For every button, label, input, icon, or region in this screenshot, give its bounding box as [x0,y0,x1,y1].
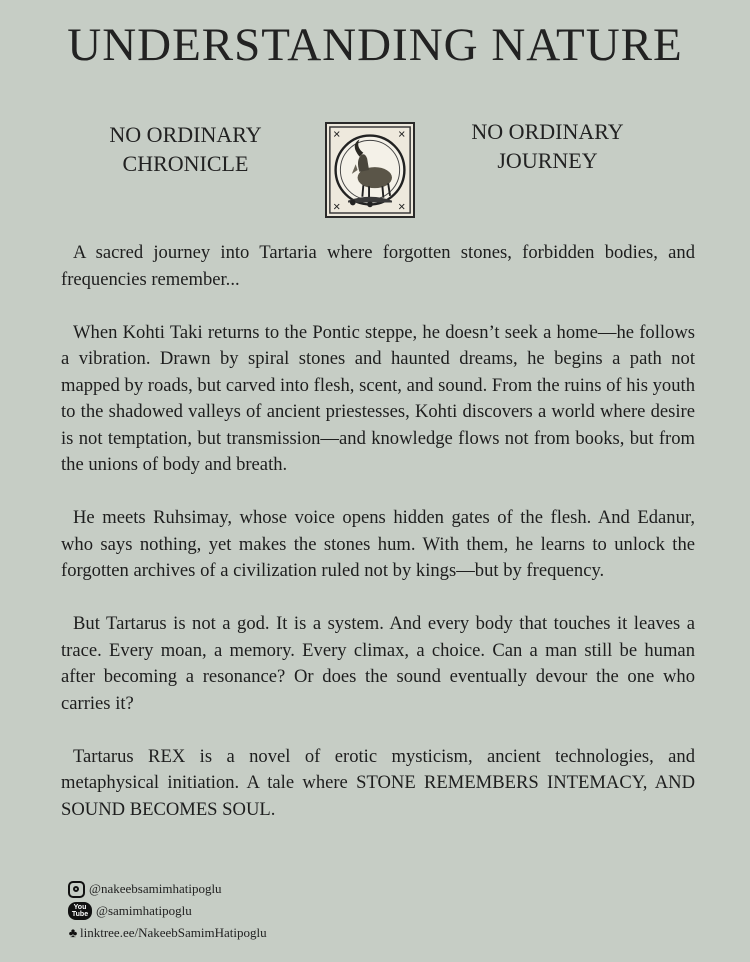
instagram-link[interactable] [68,878,267,900]
synopsis-body [61,240,695,850]
paragraph-tartarus: But Tartarus is not a god. It is a system. And every body that touches it leaves a trace. Every moan, a memory. Every climax, a choice. Can a man still be human after becoming a resonance? Or does the sound eventually devour the one who carries it? [61,613,695,714]
subtitle-right-line2: JOURNEY [497,148,598,173]
svg-text:✕: ✕ [397,129,406,141]
svg-text:✕: ✕ [332,202,341,214]
paragraph-novel: Tartarus REX is a novel of erotic mysticism, ancient technologies, and metaphysical initiation. A tale where STONE REMEMBERS INTEMACY, AND SOUND BECOMES SOUL. [61,745,695,820]
paragraph-ruhsimay: He meets Ruhsimay, whose voice opens hidden gates of the flesh. And Edanur, who says nothing, yet makes the stones hum. With them, he learns to unlock the forgotten archives of a civilization ruled not by kings—but by frequency. [61,507,695,581]
subtitle-right [440,117,655,175]
paragraph-kohti: When Kohti Taki returns to the Pontic steppe, he doesn’t seek a home—he follows a vibration. Drawn by spiral stones and haunted dreams, he begins a path not mapped by roads, but carved into flesh, scent, and sound. From the ruins of his youth to the shadowed valleys of ancient priestesses, Kohti discovers a world where desire is not temptation, but transmission—and knowledge flows not from books, but from the unions of body and breath. [61,321,695,475]
goat-emblem-icon [325,122,415,218]
linktree-link[interactable] [68,922,267,944]
subtitle-left-line2: CHRONICLE [122,151,249,176]
instagram-handle: @nakeebsamimhatipoglu [89,881,222,896]
youtube-handle: @samimhatipoglu [96,903,192,918]
youtube-icon [68,902,92,920]
linktree-icon: ♣ [68,925,78,940]
page-title: UNDERSTANDING NATURE [67,19,683,71]
paragraph-intro: A sacred journey into Tartaria where forgotten stones, forbidden bodies, and frequencies remember... [61,242,695,290]
subtitle-right-line1: NO ORDINARY [471,119,624,144]
social-links [68,878,267,944]
youtube-badge-line2: Tube [71,911,89,918]
subtitle-left-line1: NO ORDINARY [109,122,262,147]
svg-text:✕: ✕ [397,202,406,214]
instagram-icon [68,881,85,898]
youtube-badge-line1: You [73,904,87,911]
youtube-link[interactable] [68,900,267,922]
subtitle-left [78,120,293,178]
svg-text:✕: ✕ [332,129,341,141]
linktree-url: linktree.ee/NakeebSamimHatipoglu [80,925,267,940]
